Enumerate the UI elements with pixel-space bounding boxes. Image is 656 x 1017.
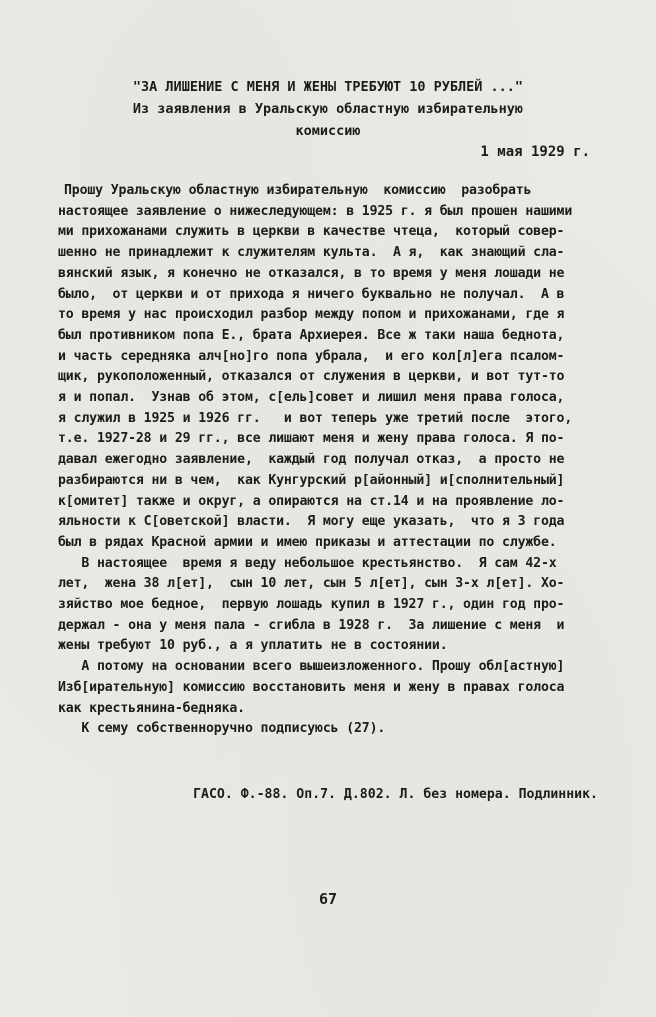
document-subtitle-line-1: Из заявления в Уральскую областную избирательную [132,101,524,117]
body-text-line: давал ежегодно заявление, каждый год получал отказ, а просто не [58,452,565,468]
body-text-line: вянский язык, я конечно не отказался, в то время у меня лошади не [58,265,565,281]
archive-reference-block [58,785,598,805]
body-text-line: держал - она у меня пала - сгибла в 1928 г. За лишение с меня и [58,617,565,633]
body-text-line: зяйство мое бедное, первую лошадь купил в 1927 г., один год про- [58,597,565,613]
body-text-line: шенно не принадлежит к служителям культа. А я, как знающий сла- [58,245,565,261]
body-text-line: ми прихожанами служить в церкви в качестве чтеца, который совер- [58,224,565,240]
body-text-line: лет, жена 38 л[ет], сын 10 лет, сын 5 л[ет], сын 3-х л[ет]. Хо- [58,576,565,592]
document-heading [58,76,598,142]
body-text-line: т.е. 1927-28 и 29 гг., все лишают меня и жену права голоса. Я по- [58,431,565,447]
body-text-line: жены требуют 10 руб., а я уплатить не в состоянии. [58,638,448,654]
body-text-line: было, от церкви и от прихода я ничего буквально не получал. А в [58,286,565,302]
body-text-line: Прошу Уральскую областную избирательную комиссию разобрать [64,183,532,198]
body-text-line: и часть середняка алч[но]го попа убрала, и его кол[л]ега псалом- [58,348,565,364]
body-text-line: как крестьянина-бедняка. [58,700,245,716]
document-date-block [58,142,598,162]
body-text-line: А потому на основании всего вышеизложенного. Прошу обл[астную] [58,659,565,675]
body-text-line: был противником попа Е., брата Архиерея. Все ж таки наша беднота, [58,327,565,343]
body-text-line: К сему собственноручно подписуюсь (27). [58,721,386,737]
body-text-line: В настоящее время я веду небольшое крестьянство. Я сам 42-х [58,555,557,571]
body-text-line: щик, рукоположенный, отказался от служения в церкви, и вот тут-то [58,369,565,385]
document-body [58,181,598,740]
body-text-line: настоящее заявление о нижеследующем: в 1925 г. я был прошен нашими [58,203,573,219]
body-text-line: Изб[ирательную] комиссию восстановить меня и жену в правах голоса [58,679,565,695]
document-date: 1 мая 1929 г. [480,144,590,160]
body-text-line: яльности к С[оветской] власти. Я могу еще указать, что я 3 года [58,514,565,530]
body-text-line: я служил в 1925 и 1926 гг. и вот теперь уже третий после этого, [58,410,573,426]
body-text-line: то время у нас происходил разбор между попом и прихожанами, где я [58,307,565,323]
document-title: "ЗА ЛИШЕНИЕ С МЕНЯ И ЖЕНЫ ТРЕБУЮТ 10 РУБЛЕЙ ..." [132,79,524,95]
page-number: 67 [318,890,338,908]
body-text-line: разбираются ни в чем, как Кунгурский р[айонный] и[сполнительный] [58,472,565,488]
body-text-line: к[омитет] также и округ, а опираются на ст.14 и на проявление ло- [58,493,565,509]
archive-reference: ГАСО. Ф.-88. Оп.7. Д.802. Л. без номера. Подлинник. [193,787,598,802]
body-text-line: я и попал. Узнав об этом, с[ель]совет и лишил меня права голоса, [58,390,565,406]
body-text-line: был в рядах Красной армии и имею приказы и аттестации по службе. [58,534,557,550]
document-subtitle-line-2: комиссию [295,123,361,139]
